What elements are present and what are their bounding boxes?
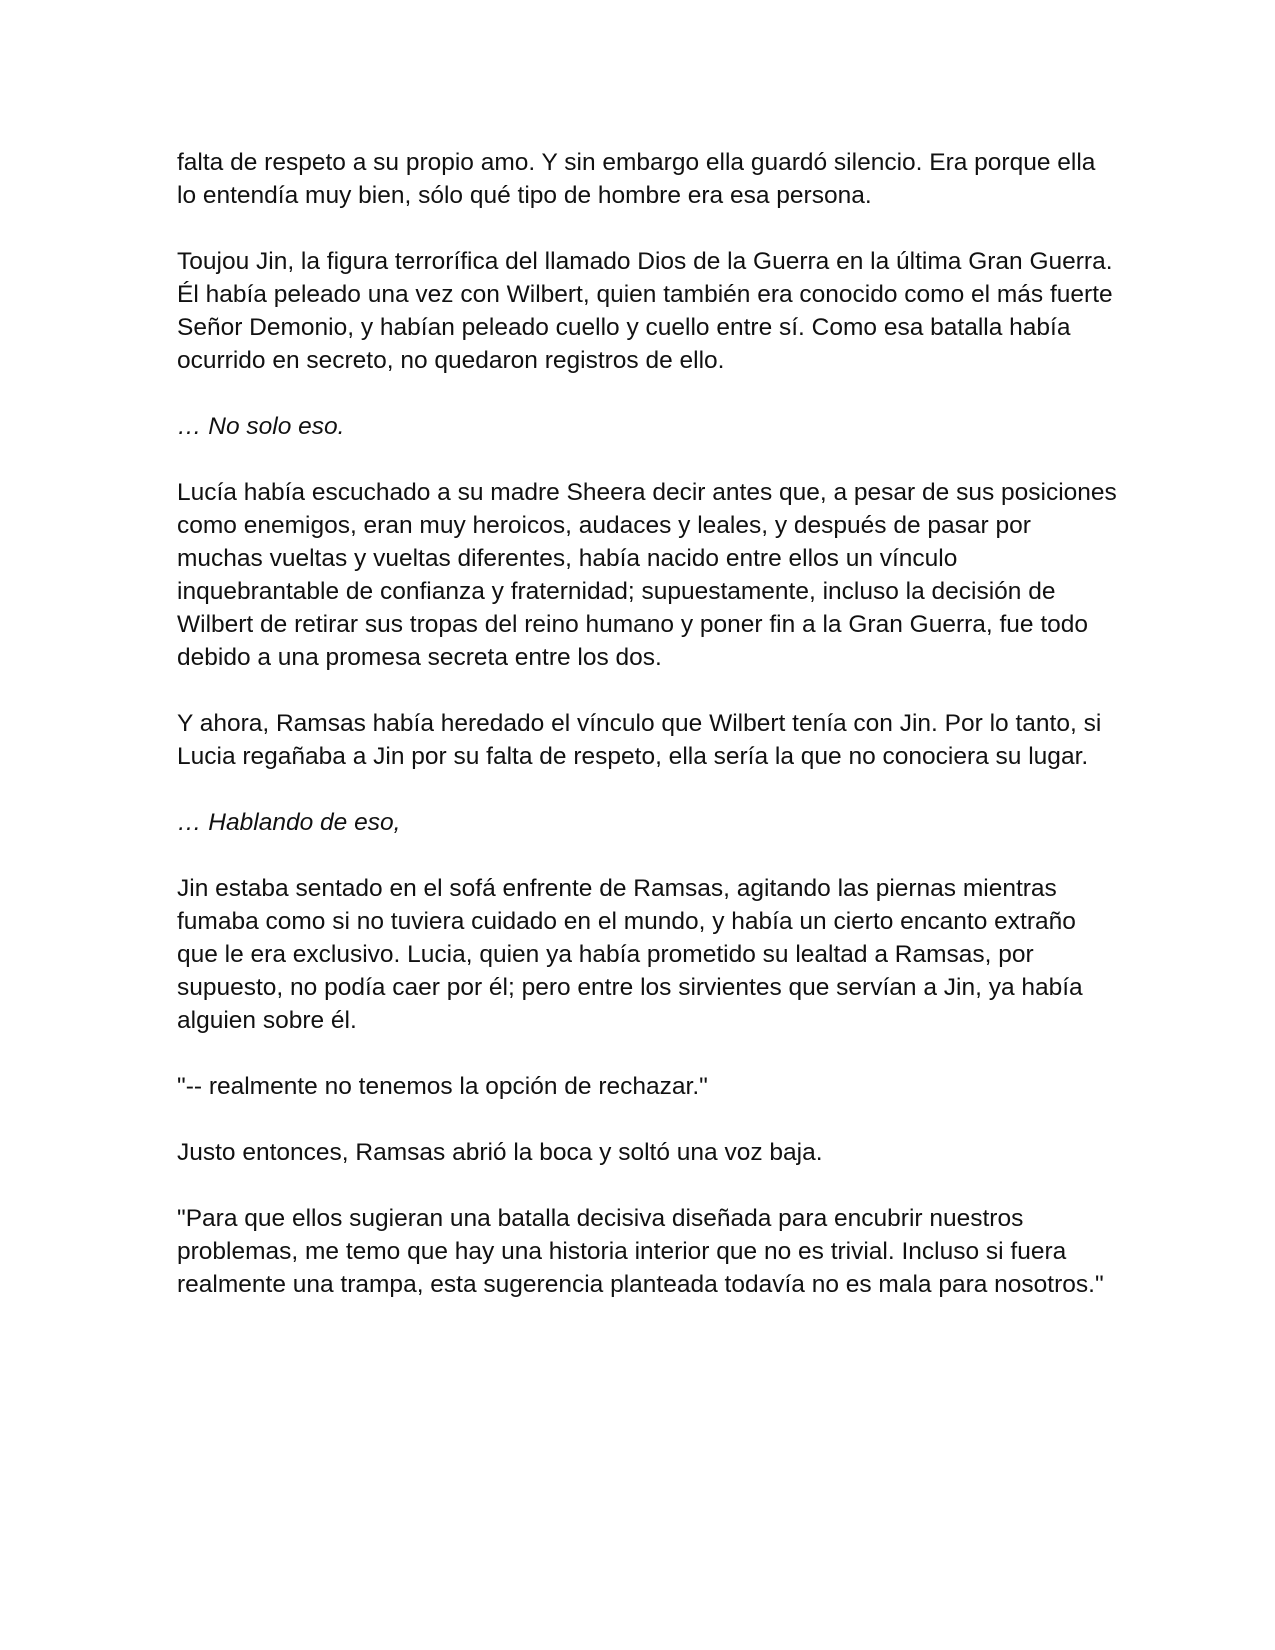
paragraph-3-italic: … No solo eso. [177, 413, 345, 440]
paragraph-8-dialogue: "-- realmente no tenemos la opción de rechazar." [177, 1073, 708, 1100]
paragraph-4: Lucía había escuchado a su madre Sheera decir antes que, a pesar de sus posiciones como enemigos, eran muy heroicos, audaces y leales, y después de pasar por muchas vueltas y vueltas diferentes, había nacido entre ellos un vínculo inquebrantable de confianza y fraternidad; supuestamente, incluso la decisión de Wilbert de retirar sus tropas del reino humano y poner fin a la Gran Guerra, fue todo debido a una promesa secreta entre los dos. [177, 479, 1117, 671]
paragraph-10-dialogue: "Para que ellos sugieran una batalla decisiva diseñada para encubrir nuestros problemas, me temo que hay una historia interior que no es trivial. Incluso si fuera realmente una trampa, esta sugerencia planteada todavía no es mala para nosotros." [177, 1205, 1104, 1298]
paragraph-6-italic: … Hablando de eso, [177, 809, 401, 836]
paragraph-9: Justo entonces, Ramsas abrió la boca y soltó una voz baja. [177, 1139, 823, 1166]
paragraph-2: Toujou Jin, la figura terrorífica del llamado Dios de la Guerra en la última Gran Guerra. Él había peleado una vez con Wilbert, quien también era conocido como el más fuerte Señor Demonio, y habían peleado cuello y cuello entre sí. Como esa batalla había ocurrido en secreto, no quedaron registros de ello. [177, 248, 1113, 374]
document-body [177, 146, 1117, 1334]
paragraph-1: falta de respeto a su propio amo. Y sin embargo ella guardó silencio. Era porque ella lo entendía muy bien, sólo qué tipo de hombre era esa persona. [177, 149, 1096, 209]
paragraph-5: Y ahora, Ramsas había heredado el vínculo que Wilbert tenía con Jin. Por lo tanto, si Lucia regañaba a Jin por su falta de respeto, ella sería la que no conociera su lugar. [177, 710, 1102, 770]
paragraph-7: Jin estaba sentado en el sofá enfrente de Ramsas, agitando las piernas mientras fumaba como si no tuviera cuidado en el mundo, y había un cierto encanto extraño que le era exclusivo. Lucia, quien ya había prometido su lealtad a Ramsas, por supuesto, no podía caer por él; pero entre los sirvientes que servían a Jin, ya había alguien sobre él. [177, 875, 1083, 1034]
